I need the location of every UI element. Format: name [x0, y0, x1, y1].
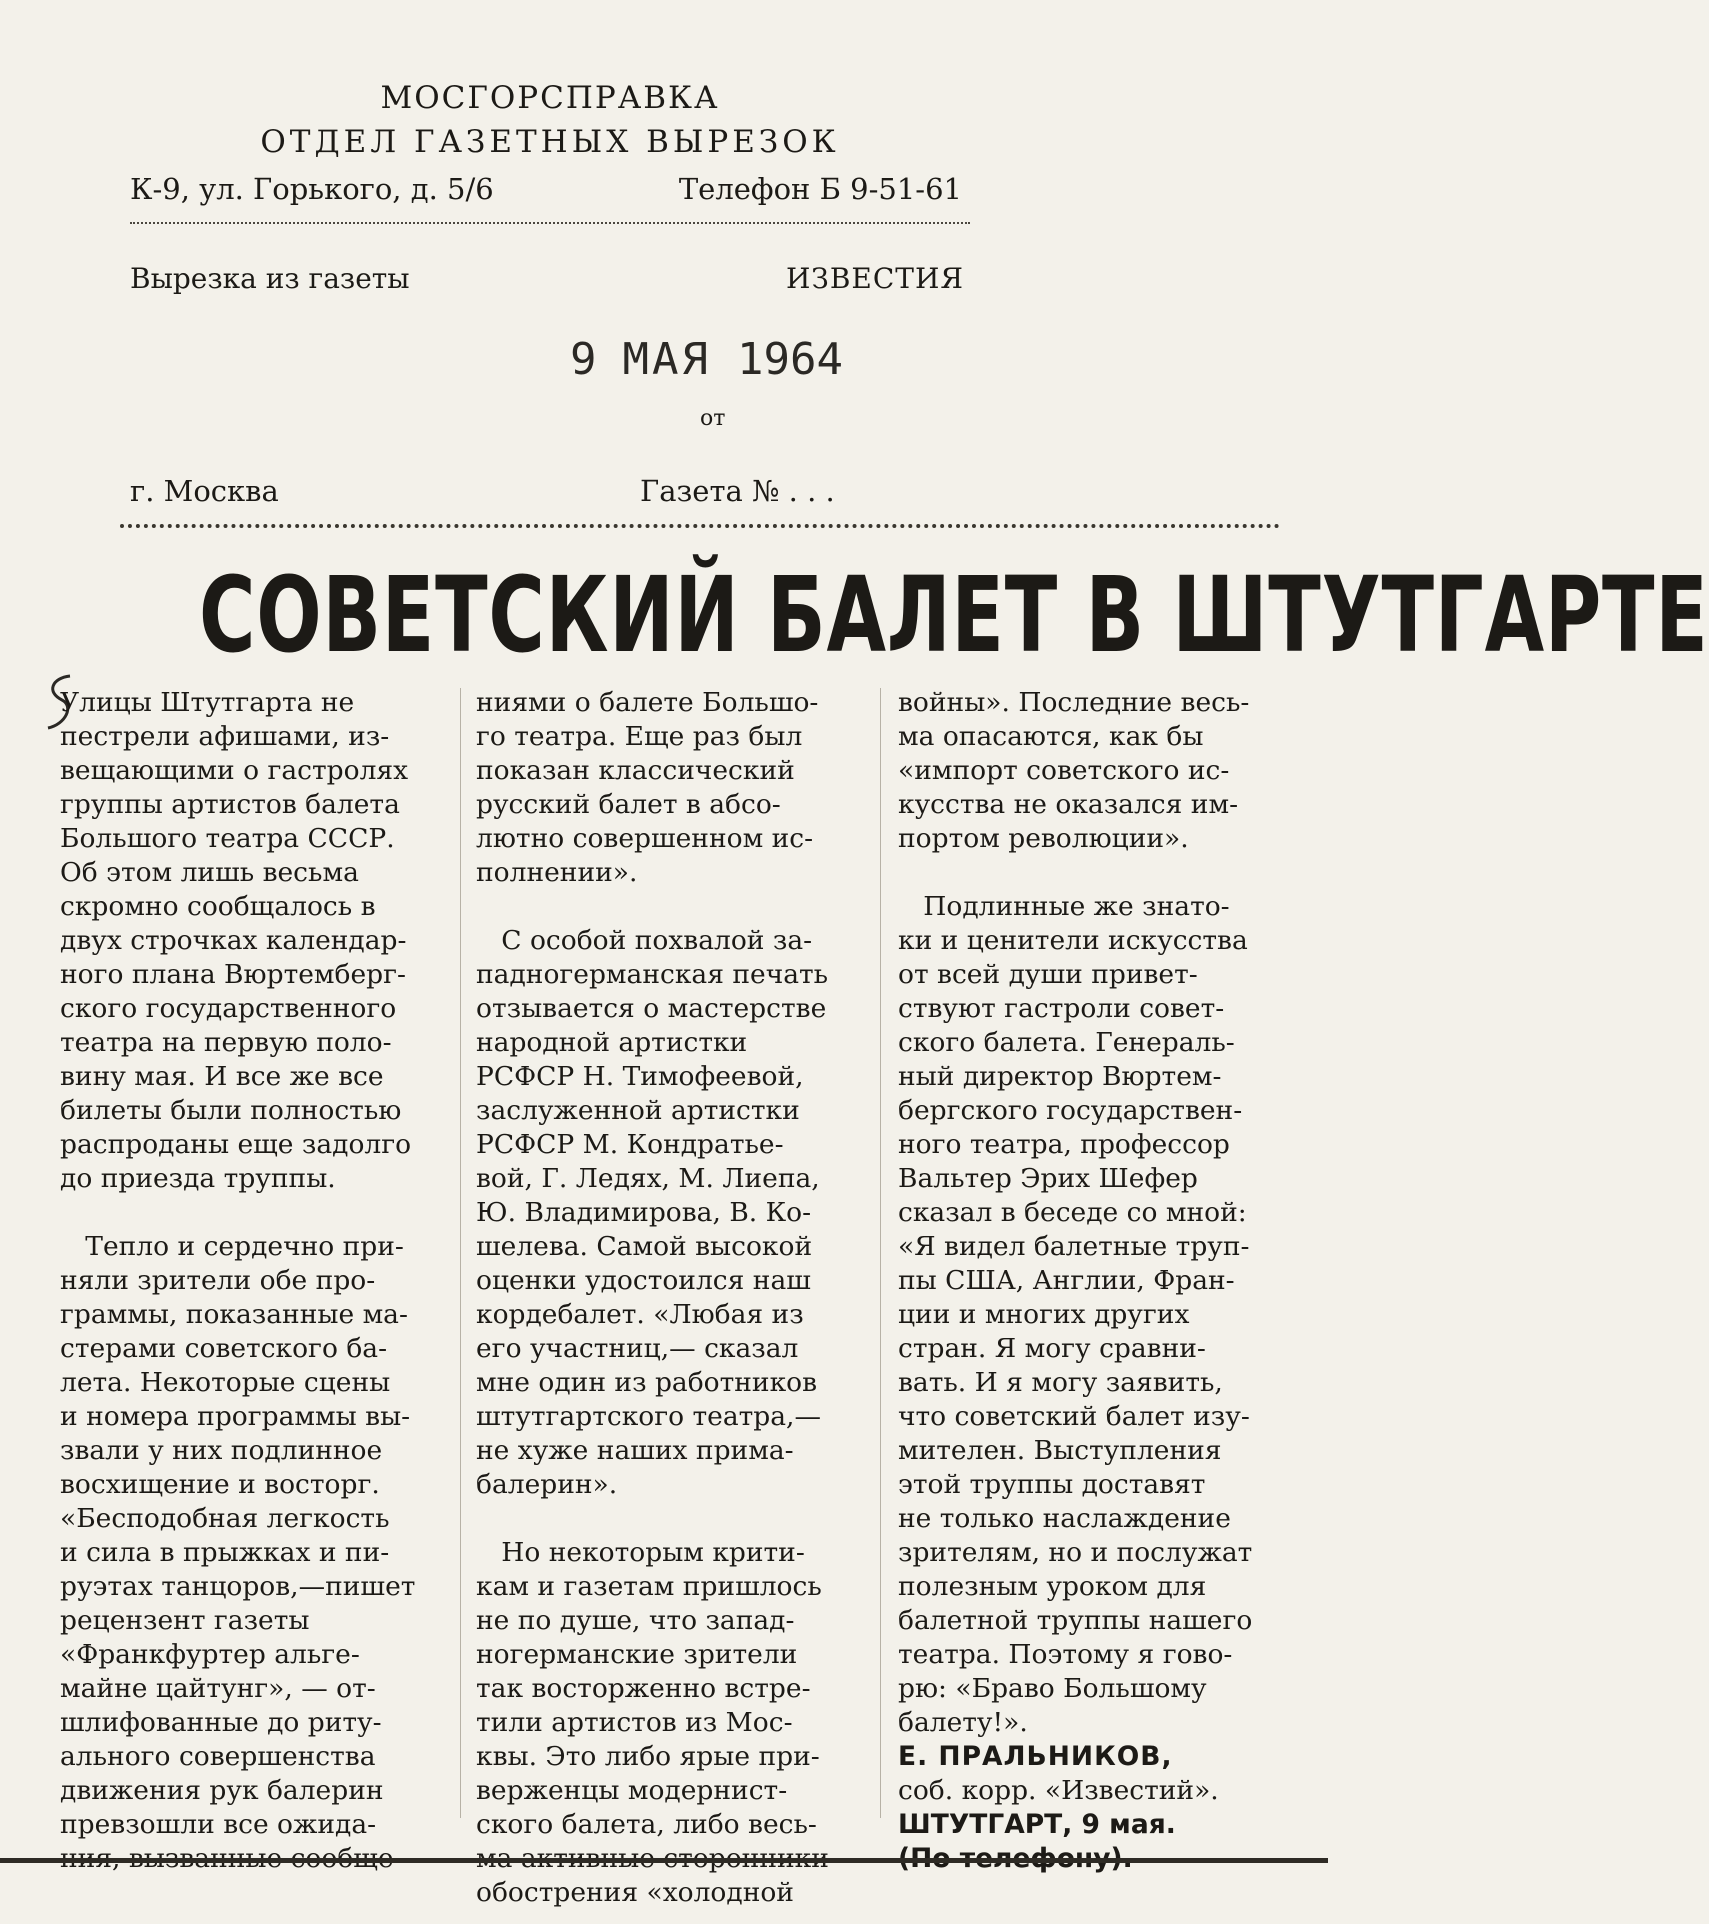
author-name: Е. ПРАЛЬНИКОВ, — [898, 1741, 1173, 1772]
issue-number-label: Газета № . . . — [640, 474, 835, 508]
article-column-3 — [898, 686, 1278, 1876]
bottom-border — [0, 1858, 1328, 1863]
date-year: 1964 — [736, 334, 843, 385]
header-bottom-divider — [120, 524, 1280, 528]
bureau-name: МОСГОРСПРАВКА — [380, 80, 720, 116]
date-from-label: от — [700, 406, 726, 431]
dotted-divider — [130, 222, 970, 224]
dateline: ШТУТГАРТ, 9 мая. — [898, 1809, 1176, 1840]
department-name: ОТДЕЛ ГАЗЕТНЫХ ВЫРЕЗОК — [260, 124, 840, 160]
dateline-note: (По телефону). — [898, 1843, 1133, 1874]
article-headline: СОВЕТСКИЙ БАЛЕТ В ШТУТГАРТЕ — [199, 554, 1709, 676]
column-divider — [460, 688, 461, 1818]
bureau-phone: Телефон Б 9-51-61 — [678, 172, 962, 206]
date-stamp — [570, 334, 843, 385]
newspaper-name: ИЗВЕСТИЯ — [785, 262, 964, 295]
bureau-address: К-9, ул. Горького, д. 5/6 — [130, 172, 494, 206]
article-column-1: Улицы Штутгарта не пестрели афишами, из- вещающими о гастролях группы артистов балета Большого театра СССР. Об этом лишь весьма скромно сообщалось в двух строчках календар- ного плана Вюртемберг- ского государственного театра на первую поло- вину мая. И все же все билеты были полностью распроданы еще задолго до приезда труппы. Тепло и сердечно при- няли зрители обе про- граммы, показанные ма- стерами советского ба- лета. Некоторые сцены и номера программы вы- звали у них подлинное восхищение и восторг. «Бесподобная легкость и сила в прыжках и пи- руэтах танцоров,—пишет рецензент газеты «Франкфуртер альге- майне цайтунг», — от- шлифованные до риту- ального совершенства движения рук балерин превзошли все ожида- ния, вызванные сообще- — [60, 687, 416, 1874]
date-month: МАЯ — [622, 334, 711, 385]
column-divider — [880, 688, 881, 1818]
clipping-bureau-header — [130, 80, 970, 530]
date-day: 9 — [570, 334, 597, 385]
author-role: соб. корр. «Известий». — [898, 1775, 1219, 1806]
article-column-3-text: войны». Последние весь- ма опасаются, как бы «импорт советского ис- кусства не оказался им- портом революции». Подлинные же знато- ки и ценители искусства от всей души привет- ствуют гастроли совет- ского балета. Генераль- ный директор Вюртем- бергского государствен- ного театра, профессор Вальтер Эрих Шефер сказал в беседе со мной: «Я видел балетные труп- пы США, Англии, Фран- ции и многих других стран. Я могу сравни- вать. И я могу заявить, что советский балет изу- мителен. Выступления этой труппы доставят не только наслаждение зрителям, но и послужат полезным уроком для балетной труппы нашего театра. Поэтому я гово- рю: «Браво Большому балету!». — [898, 687, 1253, 1738]
clip-from-label: Вырезка из газеты — [130, 262, 410, 295]
city-label: г. Москва — [130, 474, 279, 508]
article-column-2: ниями о балете Большо- го театра. Еще раз был показан классический русский балет в абсо- лютно совершенном ис- полнении». С особой похвалой за- падногерманская печать отзывается о мастерстве народной артистки РСФСР Н. Тимофеевой, заслуженной артистки РСФСР М. Кондратье- вой, Г. Ледях, М. Лиепа, Ю. Владимирова, В. Ко- шелева. Самой высокой оценки удостоился наш кордебалет. «Любая из его участниц,— сказал мне один из работников штутгартского театра,— не хуже наших прима- балерин». Но некоторым крити- кам и газетам пришлось не по душе, что запад- ногерманские зрители так восторженно встре- тили артистов из Мос- квы. Это либо ярые при- верженцы модернист- ского балета, либо весь- ма активные сторонники обострения «холодной — [476, 687, 829, 1908]
